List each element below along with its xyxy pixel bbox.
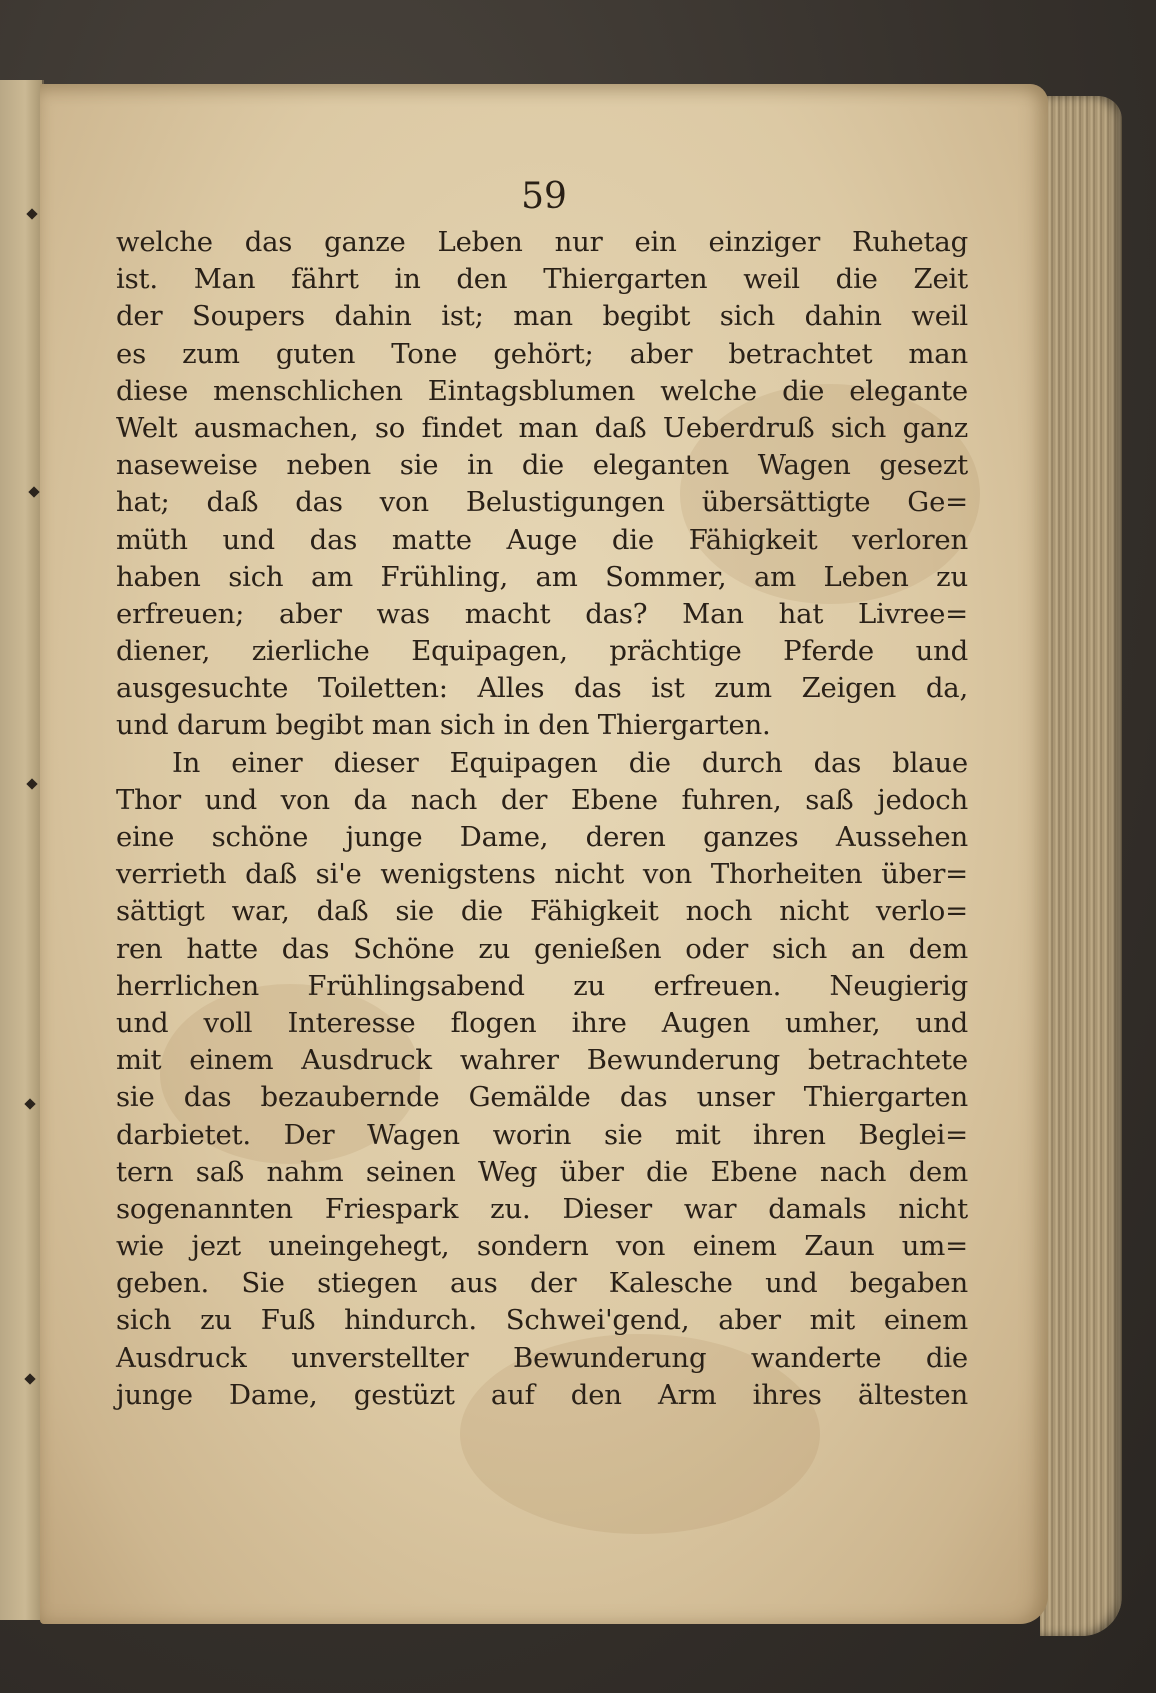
text-line: der Soupers dahin ist; man begibt sich dahin weil: [116, 300, 968, 333]
text-line: geben. Sie stiegen aus der Kalesche und begaben: [116, 1267, 968, 1300]
text-line: verrieth daß si'e wenigstens nicht von Thorheiten über=: [116, 858, 968, 891]
text-line: diener, zierliche Equipagen, prächtige Pferde und: [116, 635, 968, 668]
text-line: herrlichen Frühlingsabend zu erfreuen. Neugierig: [116, 969, 968, 1002]
text-line: mit einem Ausdruck wahrer Bewunderung betrachtete: [116, 1044, 968, 1077]
text-line: müth und das matte Auge die Fähigkeit verloren: [116, 523, 968, 556]
text-line: haben sich am Frühling, am Sommer, am Leben zu: [116, 560, 968, 593]
text-line: naseweise neben sie in die eleganten Wagen gesezt: [116, 449, 968, 482]
book-page: [40, 84, 1048, 1624]
text-line: und voll Interesse flogen ihre Augen umher, und: [116, 1006, 968, 1039]
text-line: sie das bezaubernde Gemälde das unser Thiergarten: [116, 1081, 968, 1114]
text-line: ausgesuchte Toiletten: Alles das ist zum Zeigen da,: [116, 672, 968, 705]
text-line: darbietet. Der Wagen worin sie mit ihren Beglei=: [116, 1118, 968, 1151]
text-line: es zum guten Tone gehört; aber betrachtet man: [116, 337, 968, 370]
text-line: ist. Man fährt in den Thiergarten weil die Zeit: [116, 263, 968, 296]
text-line: erfreuen; aber was macht das? Man hat Livree=: [116, 597, 968, 630]
text-line: und darum begibt man sich in den Thiergarten.: [116, 709, 771, 742]
text-line: wie jezt uneingehegt, sondern von einem Zaun um=: [116, 1230, 968, 1263]
text-line: junge Dame, gestüzt auf den Arm ihres ältesten: [116, 1378, 968, 1411]
body-text: [116, 224, 968, 1414]
facing-page-edge: [0, 80, 44, 1620]
text-line: Thor und von da nach der Ebene fuhren, saß jedoch: [116, 783, 968, 816]
text-line: Ausdruck unverstellter Bewunderung wanderte die: [116, 1341, 968, 1374]
text-line: diese menschlichen Eintagsblumen welche die elegante: [116, 374, 968, 407]
text-line: sich zu Fuß hindurch. Schwei'gend, aber mit einem: [116, 1304, 968, 1337]
text-line: tern saß nahm seinen Weg über die Ebene nach dem: [116, 1155, 968, 1188]
text-line: ren hatte das Schöne zu genießen oder sich an dem: [116, 932, 968, 965]
text-line: Welt ausmachen, so findet man daß Ueberdruß sich ganz: [116, 411, 968, 444]
text-line: sogenannten Friespark zu. Dieser war damals nicht: [116, 1192, 968, 1225]
text-line: In einer dieser Equipagen die durch das blaue: [172, 746, 968, 779]
page-stack-edges: [1040, 96, 1122, 1636]
text-line: hat; daß das von Belustigungen übersättigte Ge=: [116, 486, 968, 519]
text-line: welche das ganze Leben nur ein einziger Ruhetag: [116, 226, 968, 258]
text-line: sättigt war, daß sie die Fähigkeit noch nicht verlo=: [116, 895, 968, 928]
page-number: 59: [521, 176, 567, 217]
text-line: eine schöne junge Dame, deren ganzes Aussehen: [116, 821, 968, 853]
